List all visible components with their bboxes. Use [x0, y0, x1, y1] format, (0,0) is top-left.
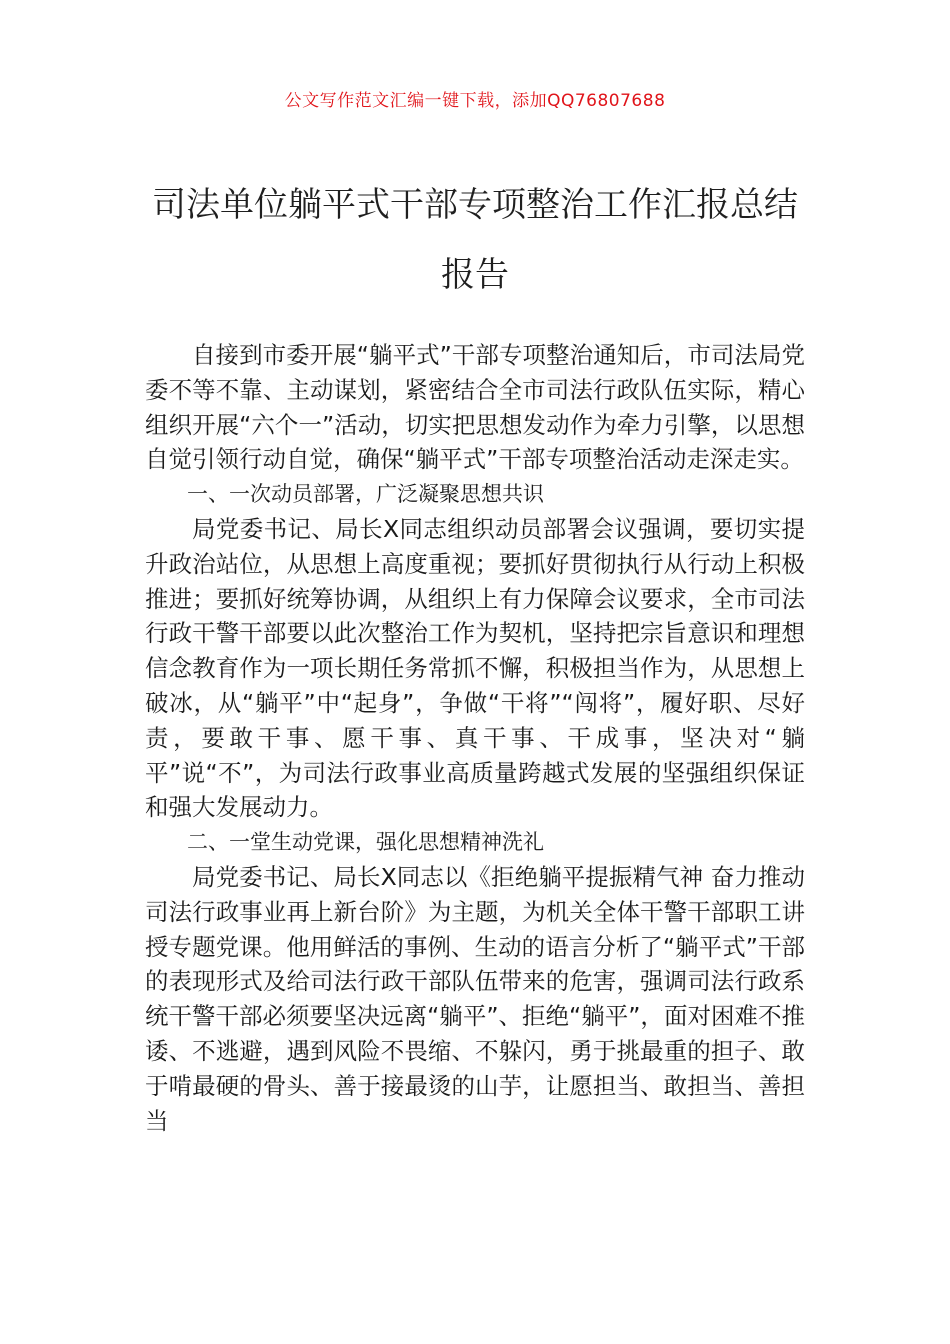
intro-paragraph: 自接到市委开展“躺平式”干部专项整治通知后，市司法局党委不等不靠、主动谋划，紧密结合全市司法行政队伍实际，精心组织开展“六个一”活动，切实把思想发动作为牵力引擎，以思想自觉引领行动自觉，确保“躺平式”干部专项整治活动走深走实。: [145, 341, 805, 474]
document-body: [145, 338, 805, 1138]
section-1-paragraph: 局党委书记、局长X同志组织动员部署会议强调，要切实提升政治站位，从思想上高度重视；要抓好贯彻执行从行动上积极推进；要抓好统筹协调，从组织上有力保障会议要求，全市司法行政干警干部要以此次整治工作为契机，坚持把宗旨意识和理想信念教育作为一项长期任务常抓不懈，积极担当作为，从思想上破冰，从“躺平”中“起身”，争做“干将”“闯将”，履好职、尽好责，要敢干事、愿干事、真干事、干成事，坚决对“躺平”说“不”，为司法行政事业高质量跨越式发展的坚强组织保证和强大发展动力。: [145, 514, 805, 822]
download-promo-note: 公文写作范文汇编一键下载，添加QQ76807688: [284, 91, 666, 111]
document-title: 司法单位躺平式干部专项整治工作汇报总结报告: [152, 185, 798, 295]
section-heading-2: 二、一堂生动党课，强化思想精神洗礼: [187, 830, 544, 855]
section-heading-1: 一、一次动员部署，广泛凝聚思想共识: [187, 482, 544, 507]
section-2-paragraph: 局党委书记、局长X同志以《拒绝躺平提振精气神 奋力推动司法行政事业再上新台阶》为主题，为机关全体干警干部职工讲授专题党课。他用鲜活的事例、生动的语言分析了“躺平式”干部的表现形式及给司法行政干部队伍带来的危害，强调司法行政系统干警干部必须要坚决远离“躺平”、拒绝“躺平”，面对困难不推诿、不逃避，遇到风险不畏缩、不躲闪，勇于挑最重的担子、敢于啃最硬的骨头、善于接最烫的山芋，让愿担当、敢担当、善担当: [145, 862, 805, 1135]
